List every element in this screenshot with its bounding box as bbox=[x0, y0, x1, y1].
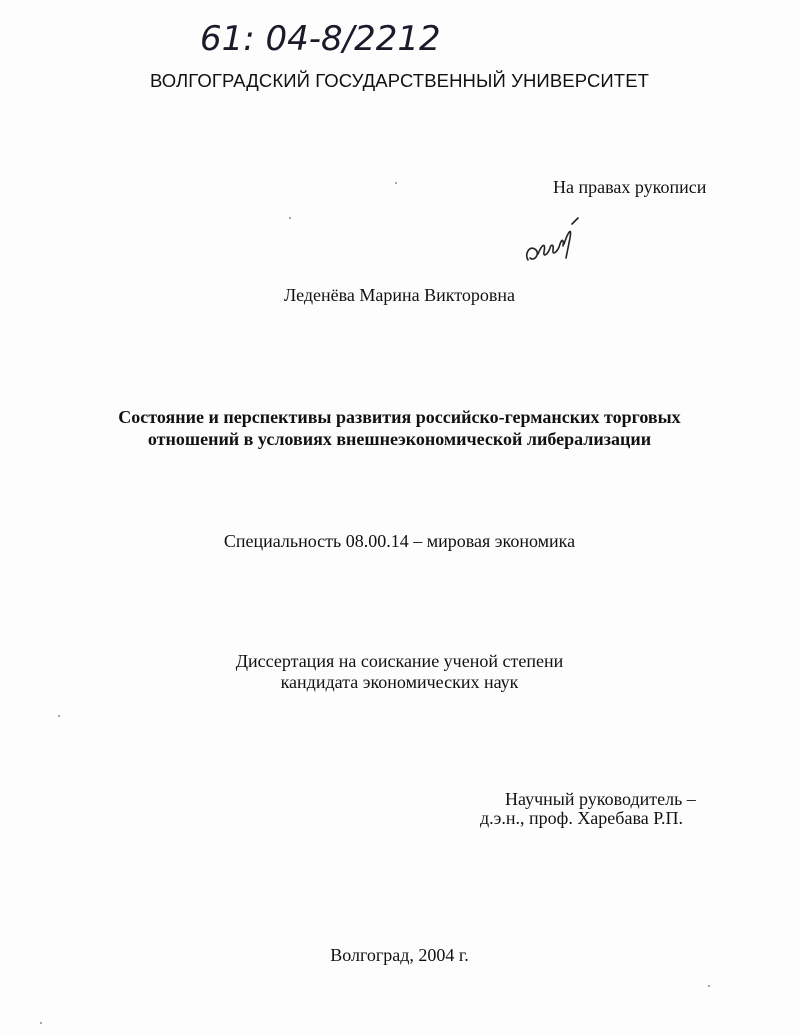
scan-speck bbox=[40, 1022, 42, 1024]
supervisor-name: д.э.н., проф. Харебава Р.П. bbox=[480, 808, 683, 828]
thesis-title-line-2: отношений в условиях внешнеэкономической либерализации bbox=[147, 429, 652, 449]
scan-speck bbox=[58, 715, 60, 717]
scan-speck bbox=[289, 217, 291, 219]
scan-speck bbox=[708, 985, 710, 987]
degree-line-2: кандидата экономических наук bbox=[280, 672, 519, 692]
university-name: ВОЛГОГРАДСКИЙ ГОСУДАРСТВЕННЫЙ УНИВЕРСИТЕТ bbox=[149, 70, 650, 91]
degree-line-1: Диссертация на соискание ученой степени bbox=[235, 651, 564, 671]
thesis-title-line-1: Состояние и перспективы развития российско-германских торговых bbox=[118, 407, 681, 427]
handwritten-code-drawing bbox=[196, 10, 446, 62]
specialty-line: Специальность 08.00.14 – мировая экономика bbox=[223, 531, 576, 551]
scan-speck bbox=[395, 182, 397, 184]
author-name: Леденёва Марина Викторовна bbox=[283, 285, 515, 305]
supervisor-label: Научный руководитель – bbox=[505, 789, 696, 809]
handwritten-code-text: 61: 04-8/2212 bbox=[200, 19, 441, 59]
city-year: Волгоград, 2004 г. bbox=[330, 945, 469, 965]
manuscript-rights-note: На правах рукописи bbox=[553, 177, 707, 197]
signature-icon bbox=[520, 214, 586, 272]
handwritten-catalog-code bbox=[196, 10, 446, 62]
